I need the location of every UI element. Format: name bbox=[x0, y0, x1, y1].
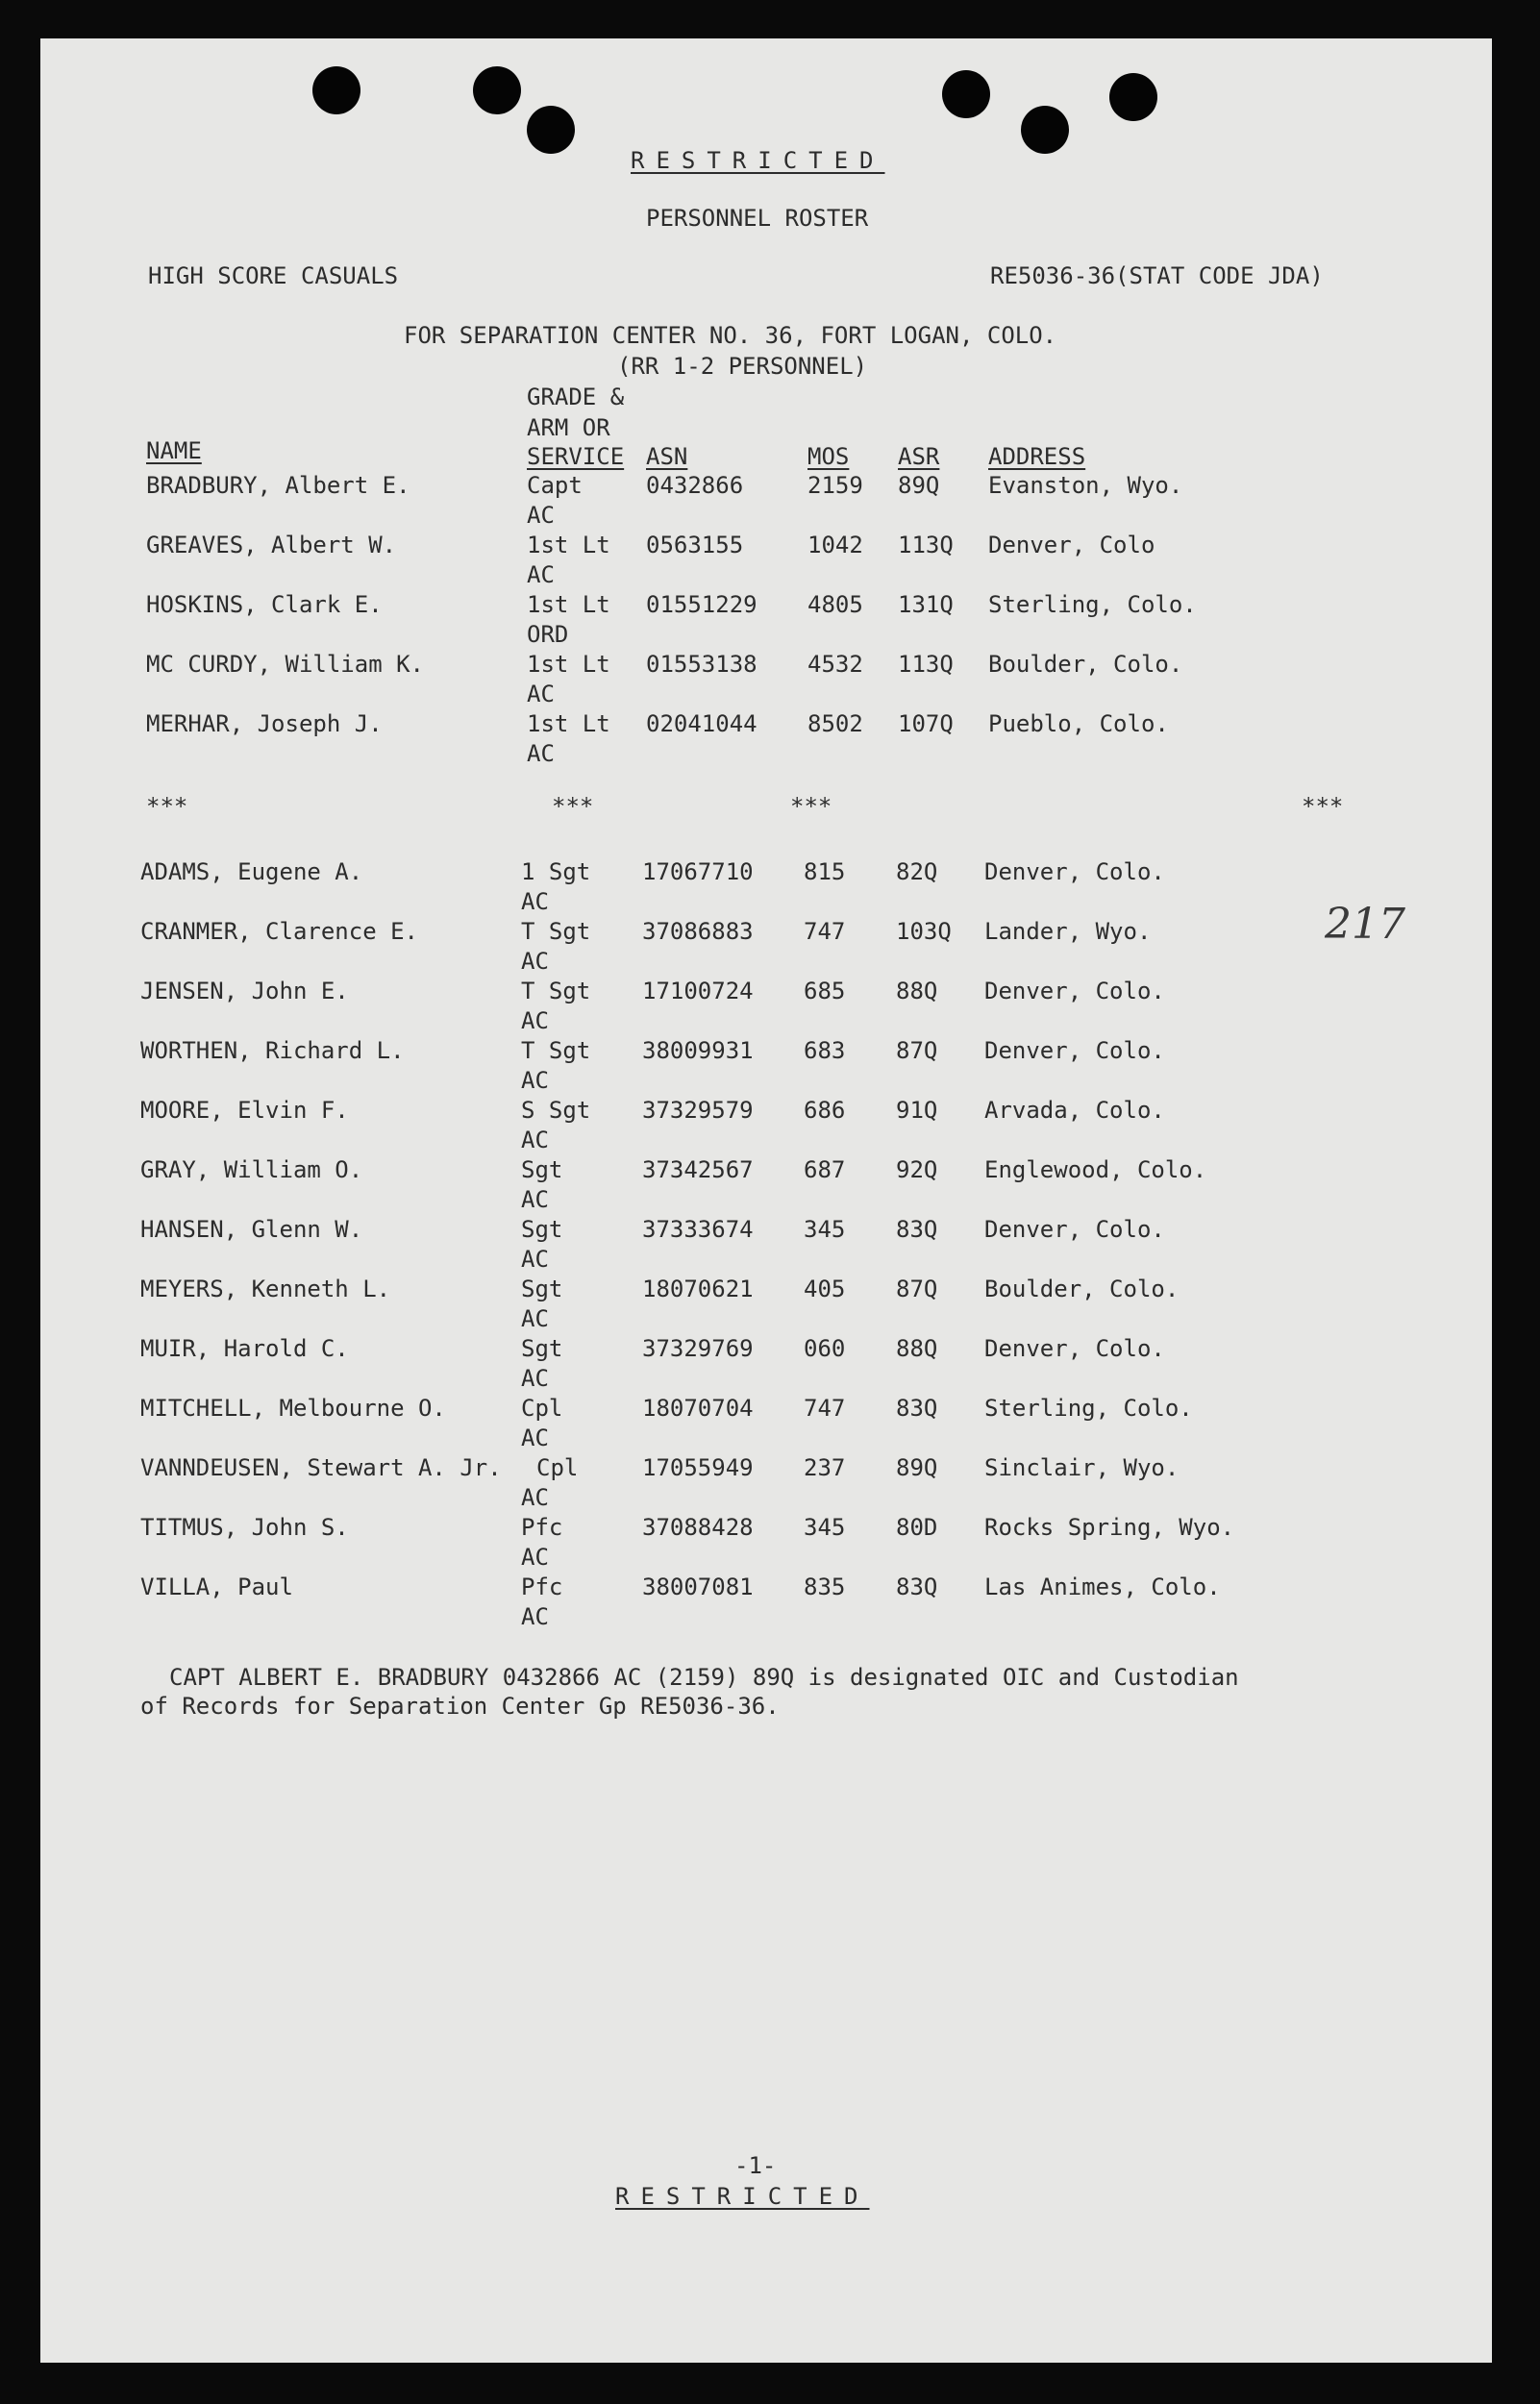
cell-address: Sterling, Colo. bbox=[984, 1395, 1193, 1422]
cell-address: Denver, Colo. bbox=[984, 1335, 1165, 1362]
cell-mos: 686 bbox=[804, 1097, 846, 1124]
punch-hole bbox=[312, 66, 360, 114]
cell-name: CRANMER, Clarence E. bbox=[140, 918, 418, 945]
cell-grade: Pfc bbox=[521, 1574, 563, 1600]
cell-unit: AC bbox=[521, 1484, 549, 1511]
cell-mos: 8502 bbox=[807, 710, 863, 737]
cell-grade: T Sgt bbox=[521, 918, 591, 945]
cell-name: MOORE, Elvin F. bbox=[140, 1097, 349, 1124]
cell-grade: Capt bbox=[527, 472, 583, 499]
cell-asn: 38007081 bbox=[642, 1574, 754, 1600]
table-row bbox=[40, 1334, 1492, 1394]
cell-unit: AC bbox=[527, 740, 555, 767]
cell-asn: 37333674 bbox=[642, 1216, 754, 1243]
cell-grade: T Sgt bbox=[521, 978, 591, 1004]
table-row bbox=[40, 1573, 1492, 1632]
cell-asr: 83Q bbox=[896, 1216, 938, 1243]
cell-mos: 345 bbox=[804, 1514, 846, 1541]
cell-asn: 37342567 bbox=[642, 1156, 754, 1183]
cell-address: Sterling, Colo. bbox=[988, 591, 1197, 618]
cell-asr: 83Q bbox=[896, 1395, 938, 1422]
cell-asn: 02041044 bbox=[646, 710, 758, 737]
cell-asr: 87Q bbox=[896, 1276, 938, 1302]
cell-mos: 345 bbox=[804, 1216, 846, 1243]
col-grade-line1: GRADE & bbox=[527, 384, 625, 410]
cell-asn: 0563155 bbox=[646, 532, 744, 558]
cell-address: Boulder, Colo. bbox=[984, 1276, 1180, 1302]
table-row bbox=[40, 1394, 1492, 1453]
col-asn: ASN bbox=[646, 443, 688, 470]
cell-asr: 113Q bbox=[898, 532, 954, 558]
cell-asn: 17100724 bbox=[642, 978, 754, 1004]
cell-name: VILLA, Paul bbox=[140, 1574, 293, 1600]
table-row bbox=[40, 917, 1492, 977]
cell-unit: AC bbox=[521, 1365, 549, 1392]
cell-asn: 18070621 bbox=[642, 1276, 754, 1302]
custodian-note-line1: CAPT ALBERT E. BRADBURY 0432866 AC (2159) 89Q is designated OIC and Custodian bbox=[169, 1664, 1239, 1691]
cell-mos: 2159 bbox=[807, 472, 863, 499]
cell-address: Sinclair, Wyo. bbox=[984, 1454, 1180, 1481]
cell-mos: 060 bbox=[804, 1335, 846, 1362]
cell-name: GRAY, William O. bbox=[140, 1156, 363, 1183]
cell-asn: 37329769 bbox=[642, 1335, 754, 1362]
personnel-type: (RR 1-2 PERSONNEL) bbox=[617, 353, 868, 380]
cell-mos: 1042 bbox=[807, 532, 863, 558]
cell-unit: AC bbox=[521, 1246, 549, 1273]
restricted-footer: RESTRICTED bbox=[615, 2183, 870, 2210]
punch-hole bbox=[1021, 106, 1069, 154]
cell-grade: T Sgt bbox=[521, 1037, 591, 1064]
col-name: NAME bbox=[146, 437, 202, 464]
cell-grade: 1st Lt bbox=[527, 710, 610, 737]
cell-unit: ORD bbox=[527, 621, 569, 648]
cell-mos: 4532 bbox=[807, 651, 863, 678]
cell-unit: AC bbox=[527, 502, 555, 529]
cell-mos: 815 bbox=[804, 858, 846, 885]
cell-address: Lander, Wyo. bbox=[984, 918, 1152, 945]
cell-grade: 1 Sgt bbox=[521, 858, 591, 885]
col-grade-line3: SERVICE bbox=[527, 443, 625, 470]
handwritten-page-number: 217 bbox=[1325, 900, 1405, 949]
separator-stars: *** bbox=[146, 793, 188, 820]
restricted-header: RESTRICTED bbox=[631, 147, 885, 174]
cell-grade: 1st Lt bbox=[527, 532, 610, 558]
cell-asn: 18070704 bbox=[642, 1395, 754, 1422]
table-row bbox=[40, 471, 1492, 531]
cell-address: Denver, Colo. bbox=[984, 858, 1165, 885]
cell-name: HANSEN, Glenn W. bbox=[140, 1216, 363, 1243]
cell-asr: 80D bbox=[896, 1514, 938, 1541]
cell-asn: 17055949 bbox=[642, 1454, 754, 1481]
cell-asr: 88Q bbox=[896, 978, 938, 1004]
table-row bbox=[40, 650, 1492, 709]
separator-stars: *** bbox=[1302, 793, 1344, 820]
col-mos: MOS bbox=[807, 443, 850, 470]
cell-asn: 01551229 bbox=[646, 591, 758, 618]
cell-name: GREAVES, Albert W. bbox=[146, 532, 397, 558]
cell-address: Englewood, Colo. bbox=[984, 1156, 1207, 1183]
cell-unit: AC bbox=[521, 1127, 549, 1153]
table-row bbox=[40, 590, 1492, 650]
cell-unit: AC bbox=[521, 1067, 549, 1094]
cell-asn: 17067710 bbox=[642, 858, 754, 885]
punch-hole bbox=[942, 70, 990, 118]
cell-asr: 107Q bbox=[898, 710, 954, 737]
stat-code: RE5036-36(STAT CODE JDA) bbox=[990, 262, 1324, 289]
cell-unit: AC bbox=[521, 888, 549, 915]
cell-asn: 38009931 bbox=[642, 1037, 754, 1064]
cell-grade: 1st Lt bbox=[527, 591, 610, 618]
cell-unit: AC bbox=[521, 1603, 549, 1630]
cell-asn: 01553138 bbox=[646, 651, 758, 678]
cell-asr: 87Q bbox=[896, 1037, 938, 1064]
cell-mos: 683 bbox=[804, 1037, 846, 1064]
cell-unit: AC bbox=[521, 1305, 549, 1332]
cell-grade: Sgt bbox=[521, 1216, 563, 1243]
cell-name: BRADBURY, Albert E. bbox=[146, 472, 410, 499]
cell-asn: 0432866 bbox=[646, 472, 744, 499]
cell-asr: 88Q bbox=[896, 1335, 938, 1362]
cell-asr: 89Q bbox=[898, 472, 940, 499]
cell-unit: AC bbox=[521, 1007, 549, 1034]
cell-grade: Cpl bbox=[521, 1395, 563, 1422]
separator-stars: *** bbox=[790, 793, 832, 820]
cell-mos: 747 bbox=[804, 918, 846, 945]
cell-asr: 91Q bbox=[896, 1097, 938, 1124]
cell-name: WORTHEN, Richard L. bbox=[140, 1037, 405, 1064]
cell-asr: 83Q bbox=[896, 1574, 938, 1600]
cell-address: Las Animes, Colo. bbox=[984, 1574, 1221, 1600]
table-row bbox=[40, 1155, 1492, 1215]
cell-asn: 37088428 bbox=[642, 1514, 754, 1541]
cell-mos: 4805 bbox=[807, 591, 863, 618]
cell-name: TITMUS, John S. bbox=[140, 1514, 349, 1541]
cell-asn: 37086883 bbox=[642, 918, 754, 945]
cell-unit: AC bbox=[521, 948, 549, 975]
col-asr: ASR bbox=[898, 443, 940, 470]
cell-address: Denver, Colo. bbox=[984, 1037, 1165, 1064]
table-row bbox=[40, 1513, 1492, 1573]
cell-grade: Sgt bbox=[521, 1335, 563, 1362]
cell-name: JENSEN, John E. bbox=[140, 978, 349, 1004]
cell-mos: 835 bbox=[804, 1574, 846, 1600]
table-row bbox=[40, 1215, 1492, 1275]
cell-name: MITCHELL, Melbourne O. bbox=[140, 1395, 446, 1422]
cell-unit: AC bbox=[521, 1425, 549, 1451]
group-label: HIGH SCORE CASUALS bbox=[148, 262, 399, 289]
cell-name: VANNDEUSEN, Stewart A. Jr. bbox=[140, 1454, 502, 1481]
cell-address: Denver, Colo. bbox=[984, 1216, 1165, 1243]
cell-grade: S Sgt bbox=[521, 1097, 591, 1124]
cell-unit: AC bbox=[527, 561, 555, 588]
cell-asr: 113Q bbox=[898, 651, 954, 678]
cell-address: Rocks Spring, Wyo. bbox=[984, 1514, 1235, 1541]
cell-asr: 82Q bbox=[896, 858, 938, 885]
cell-address: Arvada, Colo. bbox=[984, 1097, 1165, 1124]
punch-hole bbox=[1109, 73, 1157, 121]
punch-hole bbox=[527, 106, 575, 154]
custodian-note-line2: of Records for Separation Center Gp RE5036-36. bbox=[140, 1693, 780, 1720]
punch-hole bbox=[473, 66, 521, 114]
roster-title: PERSONNEL ROSTER bbox=[646, 205, 869, 232]
cell-address: Pueblo, Colo. bbox=[988, 710, 1169, 737]
table-row bbox=[40, 1275, 1492, 1334]
table-row bbox=[40, 977, 1492, 1036]
cell-unit: AC bbox=[521, 1186, 549, 1213]
table-row bbox=[40, 857, 1492, 917]
cell-unit: AC bbox=[527, 681, 555, 707]
separation-center: FOR SEPARATION CENTER NO. 36, FORT LOGAN, COLO. bbox=[404, 322, 1057, 349]
table-row bbox=[40, 1096, 1492, 1155]
cell-grade: Pfc bbox=[521, 1514, 563, 1541]
cell-mos: 685 bbox=[804, 978, 846, 1004]
table-row bbox=[40, 1453, 1492, 1513]
cell-name: HOSKINS, Clark E. bbox=[146, 591, 383, 618]
cell-asr: 131Q bbox=[898, 591, 954, 618]
cell-address: Evanston, Wyo. bbox=[988, 472, 1183, 499]
table-row bbox=[40, 1036, 1492, 1096]
table-row bbox=[40, 531, 1492, 590]
cell-address: Boulder, Colo. bbox=[988, 651, 1183, 678]
cell-name: MERHAR, Joseph J. bbox=[146, 710, 383, 737]
table-row bbox=[40, 709, 1492, 769]
cell-address: Denver, Colo bbox=[988, 532, 1155, 558]
col-address: ADDRESS bbox=[988, 443, 1086, 470]
cell-mos: 747 bbox=[804, 1395, 846, 1422]
cell-asr: 89Q bbox=[896, 1454, 938, 1481]
cell-mos: 687 bbox=[804, 1156, 846, 1183]
cell-name: ADAMS, Eugene A. bbox=[140, 858, 363, 885]
cell-grade: Sgt bbox=[521, 1156, 563, 1183]
cell-asn: 37329579 bbox=[642, 1097, 754, 1124]
cell-grade: Sgt bbox=[521, 1276, 563, 1302]
cell-grade: Cpl bbox=[536, 1454, 579, 1481]
cell-asr: 92Q bbox=[896, 1156, 938, 1183]
cell-name: MC CURDY, William K. bbox=[146, 651, 424, 678]
separator-stars: *** bbox=[552, 793, 594, 820]
cell-address: Denver, Colo. bbox=[984, 978, 1165, 1004]
cell-name: MEYERS, Kenneth L. bbox=[140, 1276, 391, 1302]
cell-mos: 237 bbox=[804, 1454, 846, 1481]
cell-name: MUIR, Harold C. bbox=[140, 1335, 349, 1362]
document-page bbox=[40, 38, 1492, 2363]
cell-grade: 1st Lt bbox=[527, 651, 610, 678]
cell-asr: 103Q bbox=[896, 918, 952, 945]
cell-mos: 405 bbox=[804, 1276, 846, 1302]
col-grade-line2: ARM OR bbox=[527, 414, 610, 441]
cell-unit: AC bbox=[521, 1544, 549, 1571]
page-number: -1- bbox=[734, 2152, 777, 2179]
